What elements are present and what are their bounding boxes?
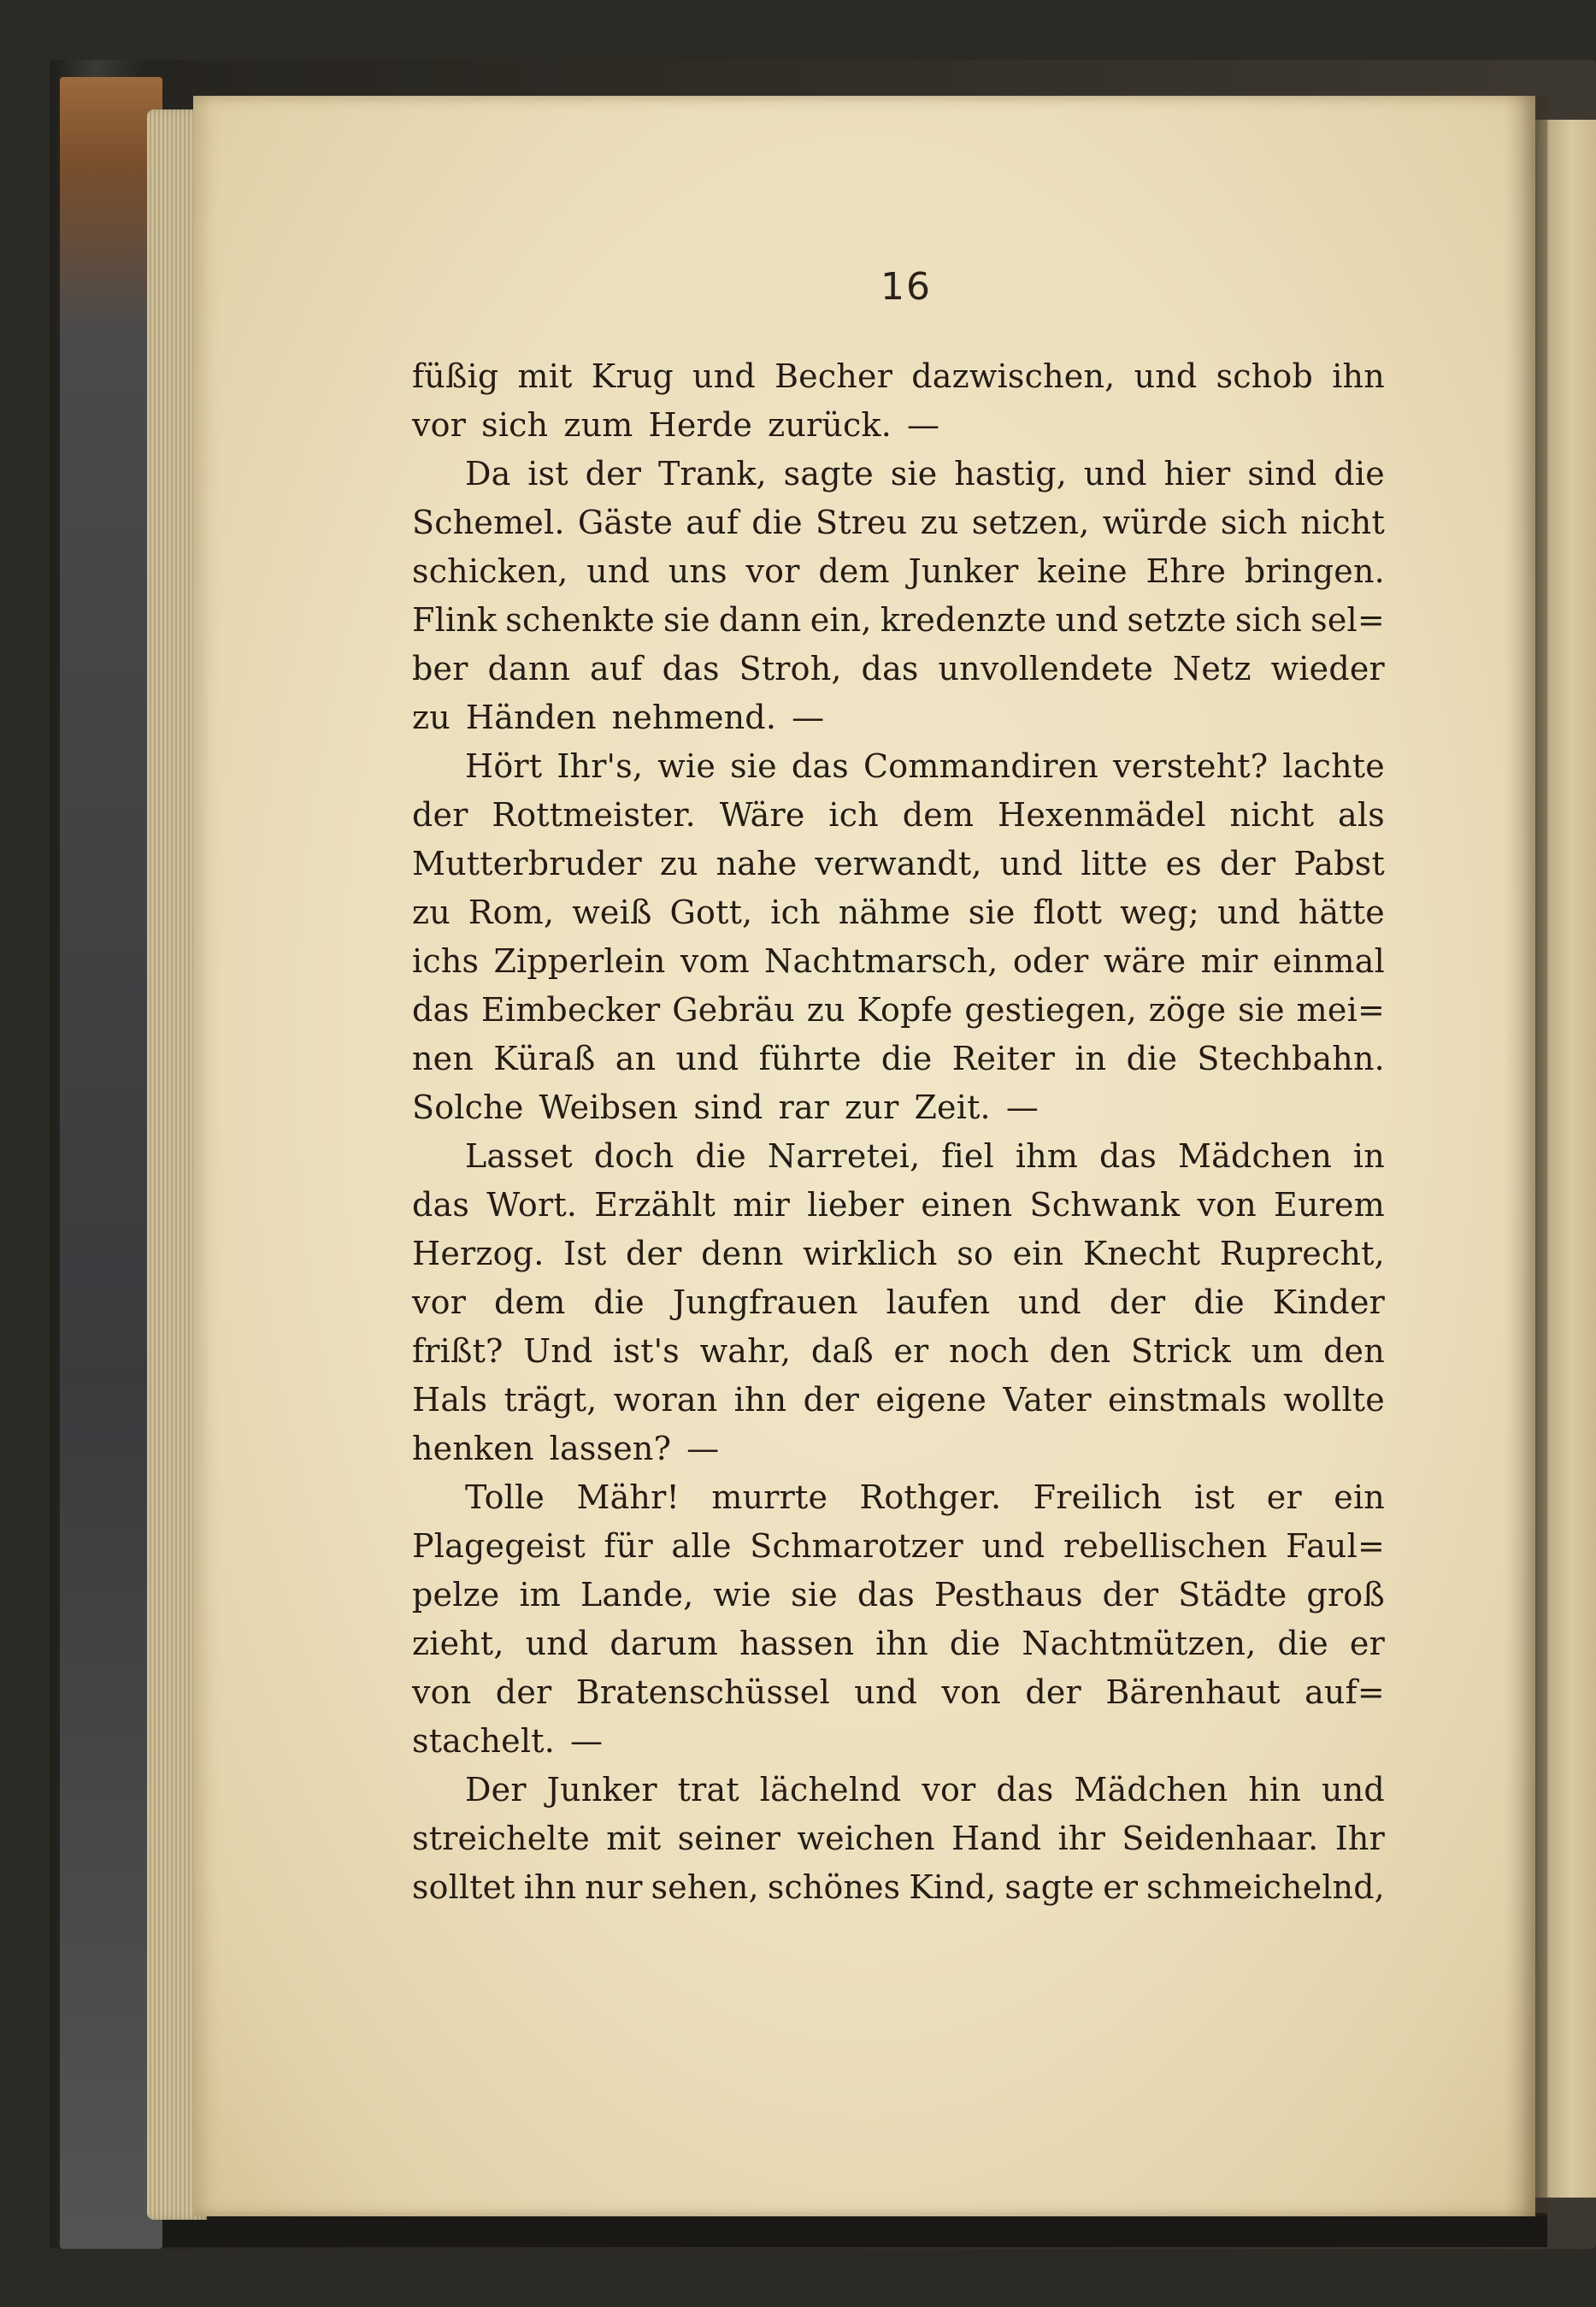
text-line: zieht, und darum hassen ihn die Nachtmützen, die er: [412, 1625, 1385, 1662]
text-line: nen Küraß an und führte die Reiter in die Stechbahn.: [412, 1040, 1385, 1077]
text-line: Flink schenkte sie dann ein, kredenzte und setzte sich sel=: [412, 601, 1385, 639]
page-number: 16: [880, 265, 932, 309]
text-line: streichelte mit seiner weichen Hand ihr Seidenhaar. Ihr: [412, 1820, 1385, 1857]
text-line: Tolle Mähr! murrte Rothger. Freilich ist er ein: [465, 1478, 1385, 1516]
text-line: Lasset doch die Narretei, fiel ihm das Mädchen in: [465, 1137, 1385, 1175]
text-line: das Wort. Erzählt mir lieber einen Schwank von Eurem: [412, 1186, 1385, 1224]
text-line: frißt? Und ist's wahr, daß er noch den Strick um den: [412, 1332, 1385, 1370]
text-line: schicken, und uns vor dem Junker keine Ehre bringen.: [412, 552, 1385, 590]
text-line: ber dann auf das Stroh, das unvollendete Netz wieder: [412, 650, 1385, 687]
text-line: vor dem die Jungfrauen laufen und der die Kinder: [412, 1283, 1385, 1321]
text-line: pelze im Lande, wie sie das Pesthaus der Städte groß: [412, 1576, 1385, 1614]
text-line: solltet ihn nur sehen, schönes Kind, sagte er schmeichelnd,: [412, 1868, 1385, 1906]
text-line: der Rottmeister. Wäre ich dem Hexenmädel nicht als: [412, 796, 1385, 834]
text-line: henken lassen? —: [412, 1430, 720, 1467]
text-line: Solche Weibsen sind rar zur Zeit. —: [412, 1089, 1039, 1126]
text-line: Der Junker trat lächelnd vor das Mädchen hin und: [465, 1771, 1385, 1808]
text-line: vor sich zum Herde zurück. —: [412, 406, 940, 444]
text-line: stachelt. —: [412, 1722, 604, 1760]
gutter-shadow: [1505, 96, 1547, 2216]
text-line: ichs Zipperlein vom Nachtmarsch, oder wäre mir einmal: [412, 942, 1385, 980]
text-line: Plagegeist für alle Schmarotzer und rebellischen Faul=: [412, 1527, 1385, 1565]
text-line: füßig mit Krug und Becher dazwischen, und schob ihn: [412, 357, 1385, 395]
text-line: zu Rom, weiß Gott, ich nähme sie flott weg; und hätte: [412, 894, 1385, 931]
cover-edge: [128, 2213, 1547, 2247]
text-line: Mutterbruder zu nahe verwandt, und litte es der Pabst: [412, 845, 1385, 882]
text-line: von der Bratenschüssel und von der Bärenhaut auf=: [412, 1673, 1385, 1711]
body-text: [412, 352, 1385, 1912]
text-line: zu Händen nehmend. —: [412, 699, 825, 736]
text-line: Herzog. Ist der denn wirklich so ein Knecht Ruprecht,: [412, 1235, 1385, 1272]
text-line: Schemel. Gäste auf die Streu zu setzen, würde sich nicht: [412, 504, 1385, 541]
text-line: das Eimbecker Gebräu zu Kopfe gestiegen, zöge sie mei=: [412, 991, 1385, 1029]
text-line: Hals trägt, woran ihn der eigene Vater einstmals wollte: [412, 1381, 1385, 1419]
text-line: Da ist der Trank, sagte sie hastig, und hier sind die: [465, 455, 1385, 493]
text-line: Hört Ihr's, wie sie das Commandiren versteht? lachte: [465, 747, 1385, 785]
